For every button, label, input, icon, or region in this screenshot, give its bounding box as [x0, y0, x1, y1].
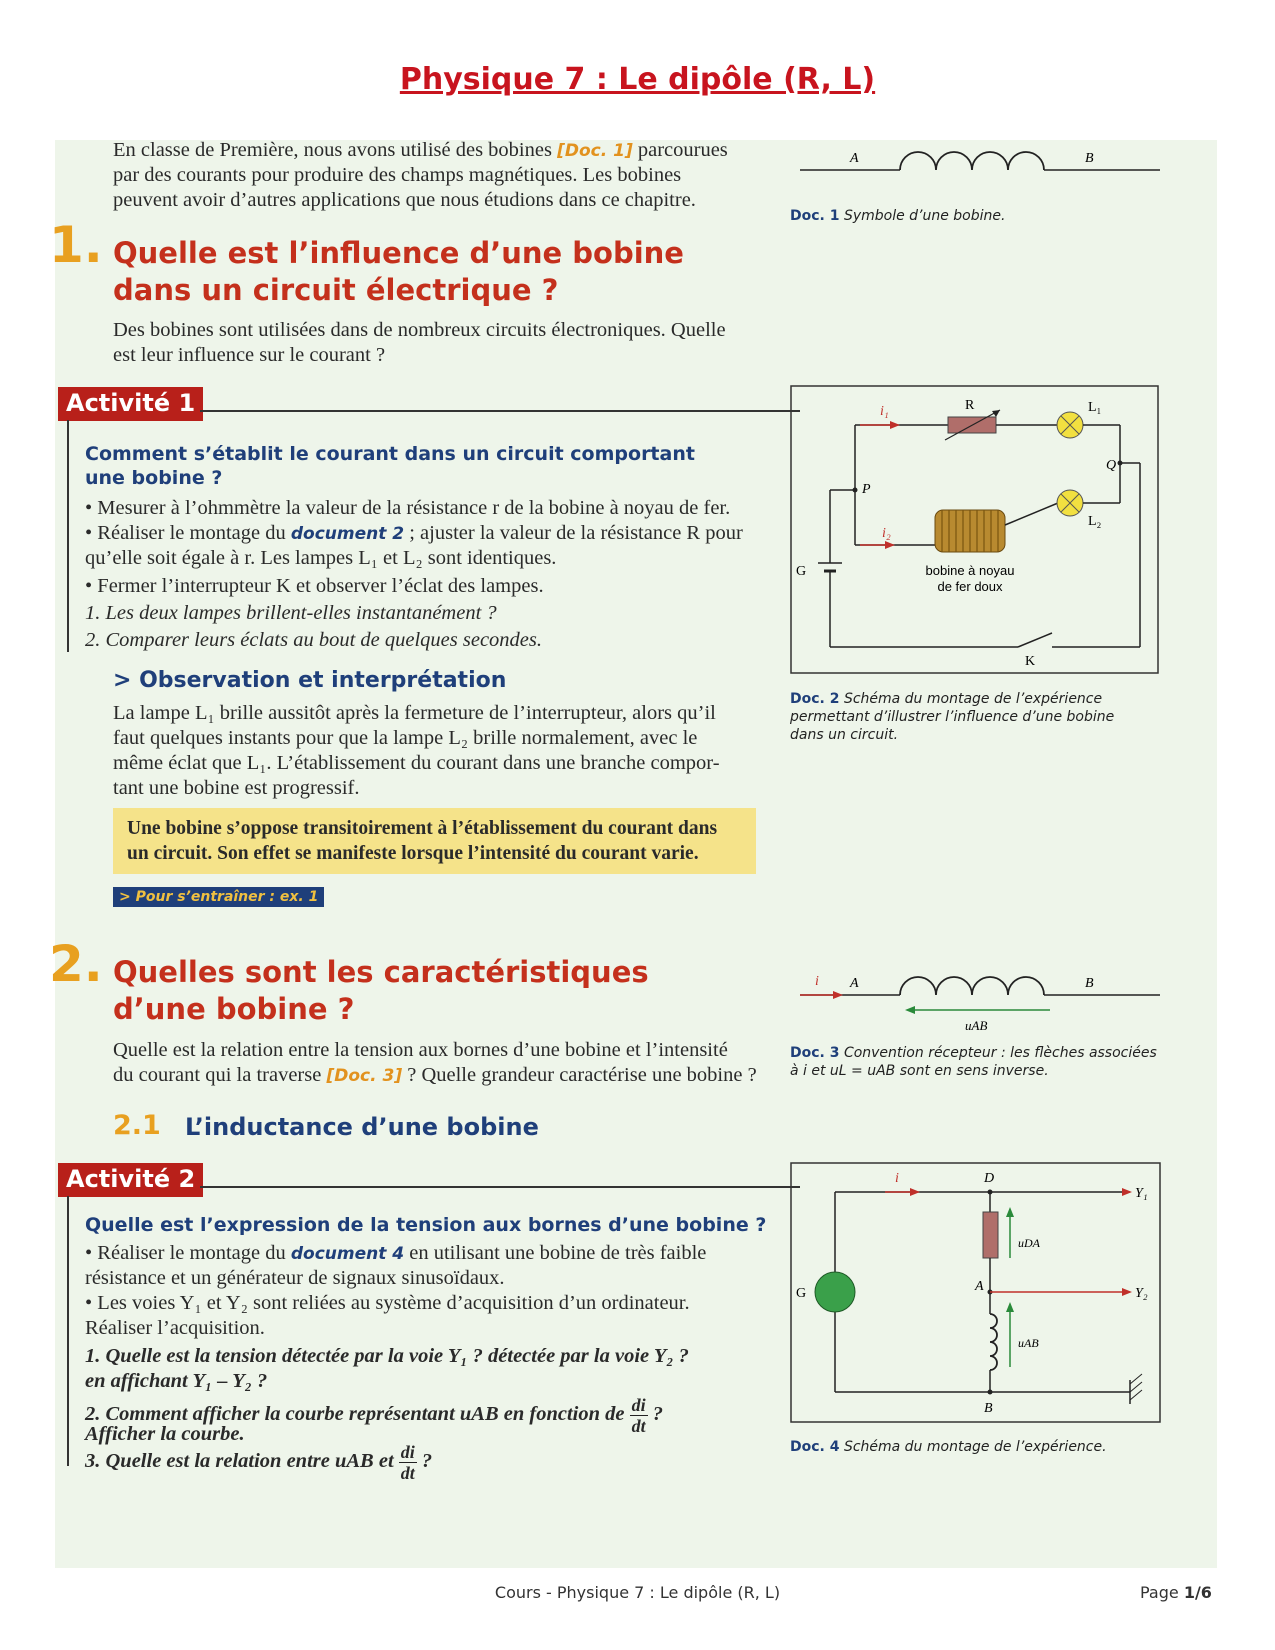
- activity1-q1: 1. Les deux lampes brillent-elles instantanément ?: [85, 602, 497, 624]
- activity1-bullet-2b: qu’elle soit égale à r. Les lampes L₁ et L₂ sont identiques.: [85, 547, 557, 569]
- activity2-q2-text: 2. Comment afficher la courbe représentant uAB en fonction de: [85, 1403, 625, 1426]
- section1-text-1: Des bobines sont utilisées dans de nombreux circuits électroniques. Quelle: [113, 319, 726, 341]
- subsection21-title: L’inductance d’une bobine: [185, 1113, 539, 1141]
- section2-text-1: Quelle est la relation entre la tension aux bornes d’une bobine et l’intensité: [113, 1039, 728, 1061]
- activity2-bullet-2: • Les voies Y₁ et Y₂ sont reliées au système d’acquisition d’un ordinateur.: [85, 1292, 690, 1314]
- doc2-i1: i₁: [880, 404, 889, 419]
- doc4-A: A: [975, 1279, 984, 1294]
- doc4-caption: [790, 1438, 1107, 1456]
- doc3-u: uAB: [965, 1018, 988, 1033]
- doc2-Q: Q: [1106, 458, 1117, 473]
- key-statement-line-1: Une bobine s’oppose transitoirement à l’établissement du courant dans: [127, 818, 718, 839]
- intro-line-3: peuvent avoir d’autres applications que nous étudions dans ce chapitre.: [113, 189, 696, 211]
- doc4-reference: document 4: [290, 1244, 405, 1264]
- doc1-caption-num: Doc. 1: [790, 208, 840, 224]
- activity2-q1-line1: 1. Quelle est la tension détectée par la voie Y₁ ? détectée par la voie Y₂ ?: [85, 1345, 689, 1367]
- fraction-di-dt: [630, 1395, 648, 1436]
- doc3-caption-num: Doc. 3: [790, 1045, 840, 1061]
- doc1-caption-text: Symbole d’une bobine.: [843, 208, 1006, 224]
- intro-text-end: parcourues: [632, 139, 728, 161]
- doc3-i: i: [815, 974, 819, 989]
- frac-bottom: dt: [631, 1416, 646, 1436]
- section2-text-2b: ? Quelle grandeur caractérise une bobine ?: [402, 1064, 757, 1086]
- activity1-question-1: Comment s’établit le courant dans un circuit comportant: [85, 443, 695, 465]
- section1-number: 1.: [49, 216, 103, 274]
- intro-line-1: [113, 138, 728, 164]
- section2-number: 2.: [49, 935, 103, 993]
- q3-qmark: ?: [421, 1450, 433, 1473]
- activity2-bullet-2b: Réaliser l’acquisition.: [85, 1317, 265, 1339]
- scanned-page: [49, 139, 1217, 1568]
- activity1-bullet-1: • Mesurer à l’ohmmètre la valeur de la résistance r de la bobine à noyau de fer.: [85, 497, 731, 519]
- doc4-B: B: [984, 1401, 993, 1416]
- doc2-reference: document 2: [290, 524, 405, 544]
- section1-title-2: dans un circuit électrique ?: [113, 273, 559, 307]
- doc4-Y2: Y₂: [1135, 1286, 1148, 1301]
- activity1-bullet-3: • Fermer l’interrupteur K et observer l’éclat des lampes.: [85, 575, 544, 597]
- activity2-vrule: [67, 1196, 69, 1466]
- section2-text-2: [113, 1063, 757, 1089]
- frac-bottom-2: dt: [400, 1463, 415, 1483]
- activity1-b2-end: ; ajuster la valeur de la résistance R pour: [404, 522, 743, 544]
- activity2-bullet-1b: résistance et un générateur de signaux sinusoïdaux.: [85, 1267, 505, 1289]
- doc2-L2: L₂: [1088, 514, 1102, 529]
- activity1-q2: 2. Comparer leurs éclats au bout de quelques secondes.: [85, 629, 543, 651]
- doc2-caption-l3: dans un circuit.: [790, 727, 899, 743]
- doc3-ref-text: Doc. 3: [334, 1066, 395, 1086]
- activity2-q3: [85, 1442, 432, 1483]
- training-link[interactable]: > Pour s’entraîner : ex. 1: [113, 887, 324, 907]
- activity1-vrule: [67, 420, 69, 652]
- doc2-caption-l2: permettant d’illustrer l’influence d’une bobine: [790, 709, 1115, 725]
- section1-text-2: est leur influence sur le courant ?: [113, 344, 386, 366]
- doc2-caption-l1: Schéma du montage de l’expérience: [843, 691, 1103, 707]
- doc4-caption-num: Doc. 4: [790, 1439, 840, 1455]
- doc3-coil-convention: [795, 965, 1215, 1035]
- doc3-caption: [790, 1044, 1157, 1080]
- doc2-R: R: [965, 398, 975, 413]
- intro-text: En classe de Première, nous avons utilisé des bobines: [113, 139, 558, 161]
- doc2-coil-label-1: bobine à noyau: [925, 563, 1015, 578]
- activity2-question: Quelle est l’expression de la tension aux bornes d’une bobine ?: [85, 1214, 767, 1236]
- activity2-q3-text: 3. Quelle est la relation entre uAB et: [85, 1450, 394, 1473]
- doc4-i: i: [895, 1171, 899, 1186]
- section2-title-1: Quelles sont les caractéristiques: [113, 955, 649, 989]
- activity1-rule: [200, 410, 800, 412]
- doc2-G: G: [796, 564, 807, 579]
- activity2-q1-line2: en affichant Y₁ – Y₂ ?: [85, 1370, 268, 1392]
- doc2-circuit: [790, 385, 1160, 675]
- observation-title: > Observation et interprétation: [113, 668, 507, 693]
- doc2-P: P: [862, 482, 871, 497]
- observation-line-4: tant une bobine est progressif.: [113, 777, 360, 799]
- section2-title-2: d’une bobine ?: [113, 992, 355, 1026]
- observation-line-1: La lampe L₁ brille aussitôt après la fermeture de l’interrupteur, alors qu’il: [113, 702, 716, 724]
- activity1-bullet-2: [85, 521, 743, 547]
- doc3-reference: [Doc. 3]: [326, 1066, 403, 1086]
- doc2-coil-label-2: de fer doux: [937, 579, 1003, 594]
- page-title: Physique 7 : Le dipôle (R, L): [399, 62, 876, 97]
- doc3-A: A: [850, 976, 859, 991]
- activity2-b1-text: • Réaliser le montage du: [85, 1242, 291, 1264]
- subsection21-number: 2.1: [113, 1110, 161, 1141]
- doc4-uDA: uDA: [1018, 1236, 1040, 1250]
- activity1-b2-text: • Réaliser le montage du: [85, 522, 291, 544]
- footer-page-number: 1/6: [1183, 1583, 1212, 1602]
- activity2-q2-line2: Afficher la courbe.: [85, 1423, 245, 1445]
- intro-line-2: par des courants pour produire des champs magnétiques. Les bobines: [113, 164, 682, 186]
- activity2-tag: Activité 2: [58, 1163, 203, 1197]
- doc4-uAB: uAB: [1018, 1336, 1039, 1350]
- doc1-label-b: B: [1085, 151, 1094, 166]
- activity1-tag: Activité 1: [58, 387, 203, 421]
- doc4-circuit: [790, 1162, 1162, 1424]
- observation-line-2: faut quelques instants pour que la lampe L₂ brille normalement, avec le: [113, 727, 698, 749]
- doc4-G: G: [796, 1286, 807, 1301]
- doc2-i2: i₂: [882, 526, 891, 541]
- key-statement-line-2: un circuit. Son effet se manifeste lorsque l’intensité du courant varie.: [127, 843, 699, 864]
- doc1-caption: [790, 207, 1005, 225]
- section1-title-1: Quelle est l’influence d’une bobine: [113, 236, 684, 270]
- frac-top-2: di: [400, 1442, 415, 1462]
- doc1-coil-symbol: [795, 140, 1215, 200]
- observation-line-3: même éclat que L₁. L’établissement du courant dans une branche compor-: [113, 752, 720, 774]
- doc2-L1: L₁: [1088, 400, 1102, 415]
- activity2-b1-end: en utilisant une bobine de très faible: [404, 1242, 707, 1264]
- doc4-Y1: Y₁: [1135, 1186, 1148, 1201]
- section2-text-2a: du courant qui la traverse: [113, 1064, 327, 1086]
- footer-page: [1140, 1583, 1212, 1602]
- doc3-caption-l2: à i et uL = uAB sont en sens inverse.: [790, 1063, 1049, 1079]
- doc1-label-a: A: [850, 151, 859, 166]
- doc4-caption-text: Schéma du montage de l’expérience.: [843, 1439, 1107, 1455]
- activity2-bullet-1: [85, 1241, 706, 1267]
- doc3-caption-l1: Convention récepteur : les flèches associées: [843, 1045, 1157, 1061]
- doc2-caption-num: Doc. 2: [790, 691, 840, 707]
- doc1-reference: [Doc. 1]: [557, 141, 633, 161]
- fraction-di-dt-2: [399, 1442, 417, 1483]
- doc3-B: B: [1085, 976, 1094, 991]
- doc2-caption: [790, 690, 1114, 744]
- activity1-question-2: une bobine ?: [85, 467, 223, 489]
- frac-top: di: [631, 1395, 646, 1415]
- activity2-rule: [200, 1186, 800, 1188]
- key-statement-box: [113, 808, 756, 874]
- footer-title: Cours - Physique 7 : Le dipôle (R, L): [494, 1583, 781, 1602]
- q2-qmark: ?: [652, 1403, 663, 1426]
- doc4-D: D: [984, 1171, 995, 1186]
- doc1-ref-text: Doc. 1: [564, 141, 625, 161]
- footer-page-prefix: Page: [1140, 1583, 1184, 1602]
- doc2-K: K: [1025, 654, 1036, 669]
